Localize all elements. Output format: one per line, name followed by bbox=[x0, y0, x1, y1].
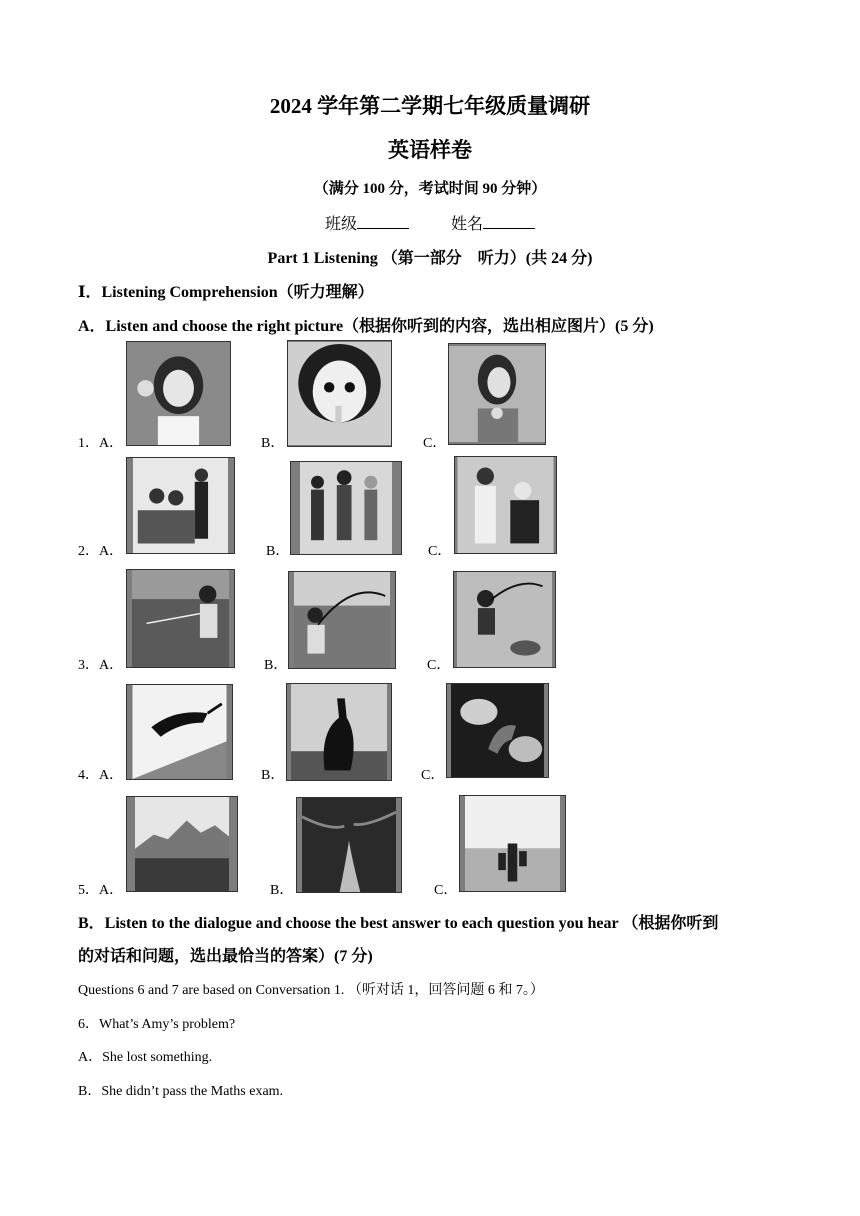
q2-picture-c[interactable] bbox=[454, 456, 557, 554]
exam-title: 2024 学年第二学期七年级质量调研 bbox=[269, 94, 591, 118]
q2-label-c: C． bbox=[428, 544, 452, 559]
q4-label-c: C． bbox=[421, 768, 445, 783]
q3-picture-b[interactable] bbox=[288, 571, 396, 669]
q1-picture-b[interactable] bbox=[287, 340, 392, 447]
question-6: 6．What’s Amy’s problem? bbox=[78, 1017, 236, 1032]
question-6-option-b[interactable]: B．She didn’t pass the Maths exam. bbox=[78, 1084, 284, 1099]
q2-picture-a[interactable] bbox=[126, 457, 235, 554]
q1-picture-a[interactable] bbox=[126, 341, 231, 446]
q4-picture-c[interactable] bbox=[446, 683, 549, 778]
q3-label-b: B． bbox=[264, 658, 288, 673]
q3-picture-a[interactable] bbox=[126, 569, 235, 668]
name-label: 姓名 bbox=[451, 216, 484, 233]
q3-label-c: C． bbox=[427, 658, 451, 673]
exam-subtitle: 英语样卷 bbox=[388, 138, 472, 162]
section-1-heading: Ⅰ．Listening Comprehension（听力理解） bbox=[78, 284, 374, 301]
q3-label: 3．A． bbox=[78, 658, 124, 673]
class-blank bbox=[357, 214, 409, 229]
name-blank bbox=[483, 214, 535, 229]
student-info bbox=[0, 211, 860, 234]
conversation-note: Questions 6 and 7 are based on Conversation 1. （听对话 1，回答问题 6 和 7。） bbox=[78, 983, 544, 998]
q1-picture-c[interactable] bbox=[448, 343, 546, 445]
q5-picture-c[interactable] bbox=[459, 795, 566, 892]
q5-picture-b[interactable] bbox=[296, 797, 402, 893]
q4-label: 4．A． bbox=[78, 768, 124, 783]
q5-label-c: C． bbox=[434, 883, 458, 898]
q4-picture-a[interactable] bbox=[126, 684, 233, 780]
q2-label-b: B． bbox=[266, 544, 290, 559]
q2-picture-b[interactable] bbox=[290, 461, 402, 555]
q5-label-b: B． bbox=[270, 883, 294, 898]
q1-label-c: C． bbox=[423, 436, 447, 451]
q1-label: 1．A． bbox=[78, 436, 124, 451]
question-6-option-a[interactable]: A．She lost something. bbox=[78, 1050, 213, 1065]
section-b-heading-line1: B．Listen to the dialogue and choose the best answer to each question you hear （根据你听到 bbox=[78, 915, 719, 932]
section-a-heading: A．Listen and choose the right picture（根据你听到的内容，选出相应图片）(5 分) bbox=[78, 318, 654, 335]
q1-label-b: B． bbox=[261, 436, 285, 451]
q5-label: 5．A． bbox=[78, 883, 124, 898]
q5-picture-a[interactable] bbox=[126, 796, 238, 892]
class-label: 班级 bbox=[324, 216, 357, 233]
part-heading: Part 1 Listening （第一部分 听力）(共 24 分) bbox=[267, 250, 593, 267]
q4-picture-b[interactable] bbox=[286, 683, 392, 781]
q2-label: 2．A． bbox=[78, 544, 124, 559]
q4-label-b: B． bbox=[261, 768, 285, 783]
q3-picture-c[interactable] bbox=[453, 571, 556, 668]
section-b-heading-line2: 的对话和问题，选出最恰当的答案）(7 分) bbox=[78, 948, 373, 965]
exam-note: （满分 100 分，考试时间 90 分钟） bbox=[313, 181, 547, 197]
